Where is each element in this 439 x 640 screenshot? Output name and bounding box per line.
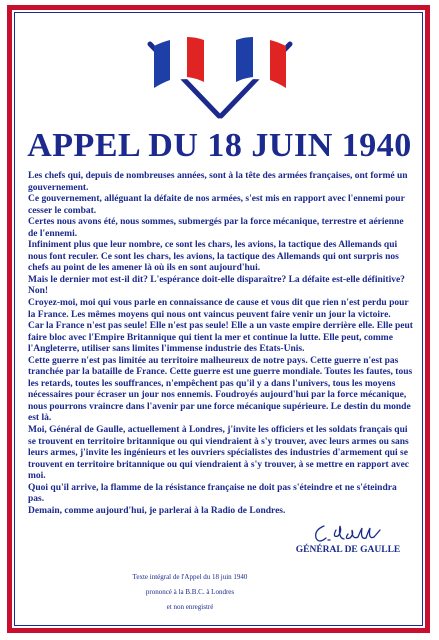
paragraph: Car la France n'est pas seule! Elle n'est pas seule! Elle a un vaste empire derrière elle. Elle peut faire bloc avec l'Empire Britannique qui tient la mer et continue la lutte. Elle peut, comme l'Angleterre, utiliser sans limites l'immense industrie des Etats-Unis. <box>28 321 413 355</box>
paragraph: Croyez-moi, moi qui vous parle en connaissance de cause et vous dit que rien n'est perdu pour la France. Les mêmes moyens qui nous ont vaincus peuvent faire venir un jour la victoire. <box>28 298 409 320</box>
paragraph: Infiniment plus que leur nombre, ce sont les chars, les avions, la tactique des Allemands qui nous font reculer. Ce sont les chars, les avions, la tactique des Allemands qui ont surpris nos chefs au point de les amener là où ils en sont aujourd'hui. <box>28 240 399 274</box>
footnote-line: et non enregistré <box>166 603 214 611</box>
paragraph: Certes nous avons été, nous sommes, submergés par la force mécanique, terrestre et aérienne de l'ennemi. <box>28 217 404 239</box>
crossed-french-flags-icon <box>134 20 306 120</box>
paragraph: Demain, comme aujourd'hui, je parlerai à la Radio de Londres. <box>28 505 286 516</box>
paragraph: Moi, Général de Gaulle, actuellement à Londres, j'invite les officiers et les soldats français qui se trouvent en territoire britannique ou qui viendraient à s'y trouver, avec leurs armes ou sans leurs armes, j'invite les ingénieurs et les ouvriers spécialistes des industries d'armement qui se trouvent en territoire britannique ou qui viendraient à s'y trouver, à se mettre en rapport avec moi. <box>28 425 410 482</box>
paragraph: Ce gouvernement, alléguant la défaite de nos armées, s'est mis en rapport avec l'ennemi pour cesser le combat. <box>28 194 405 216</box>
footnote-line: prononcé à la B.B.C. à Londres <box>145 588 235 596</box>
paragraph: Mais le dernier mot est-il dit? L'espérance doit-elle disparaître? La défaite est-elle définitive? Non! <box>28 274 405 297</box>
paragraph: Les chefs qui, depuis de nombreuses années, sont à la tête des armées françaises, ont formé un gouvernement. <box>28 171 408 193</box>
footnote-line: Texte intégral de l'Appel du 18 juin 1940 <box>132 573 248 581</box>
left-flag <box>150 37 219 116</box>
handwritten-signature <box>310 518 390 548</box>
speech-body <box>28 171 413 517</box>
signer-name: GÉNÉRAL DE GAULLE <box>295 545 401 555</box>
paragraph: Quoi qu'il arrive, la flamme de la résistance française ne doit pas s'éteindre et ne s'éteindra pas. <box>28 482 397 505</box>
page-title: APPEL DU 18 JUIN 1940 <box>27 127 412 164</box>
paragraph: Cette guerre n'est pas limitée au territoire malheureux de notre pays. Cette guerre n'est pas tranchée par la bataille de France. Cette guerre est une guerre mondiale. Toutes les fautes, tous les retards, toutes les souffrances, n'empêchent pas qu'il y a dans l'univers, tous les moyens nécessaires pour écraser un jour nos ennemis. Foudroyés aujourd'hui par la force mécanique, nous pourrons vraincre dans l'avenir par une force mécanique supérieure. Le destin du monde est là. <box>28 355 413 424</box>
right-flag <box>221 37 290 116</box>
